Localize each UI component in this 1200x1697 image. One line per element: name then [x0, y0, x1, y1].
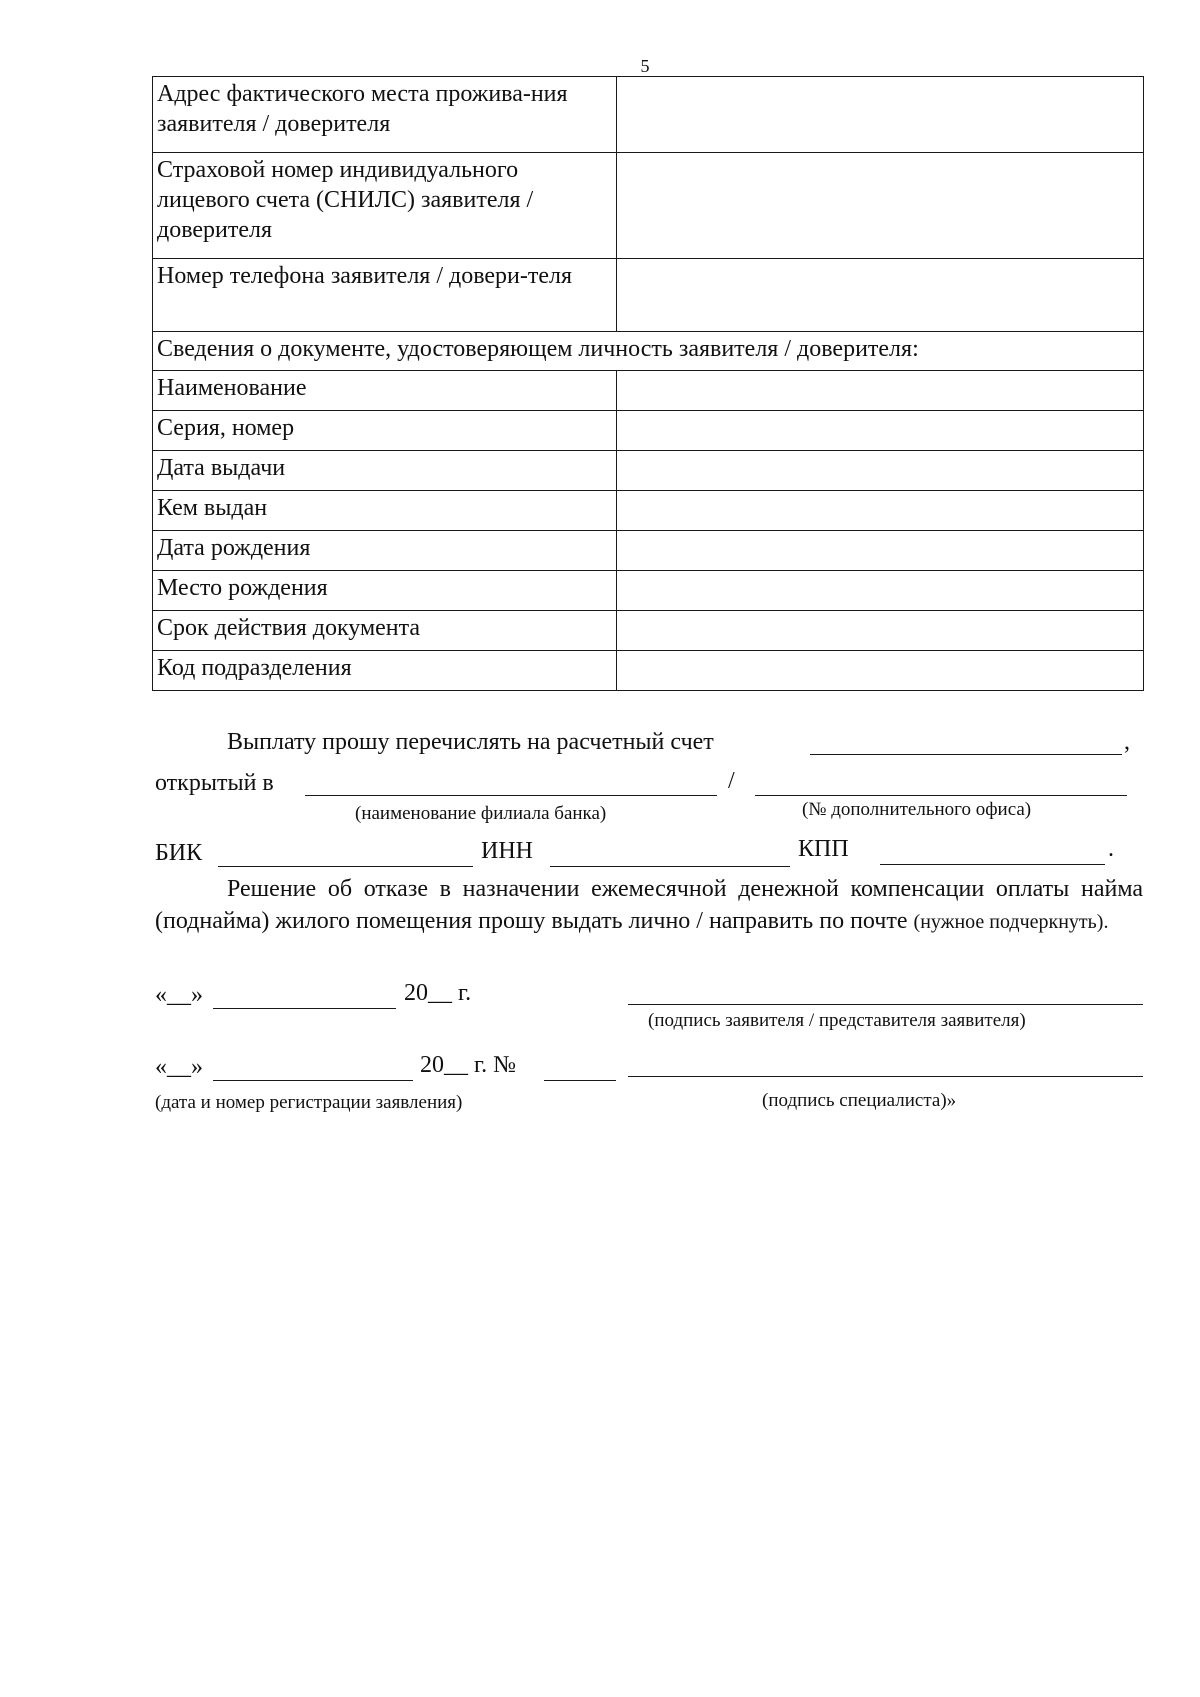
row-value[interactable] [617, 371, 1144, 411]
branch-office-separator: / [728, 768, 735, 794]
row-value[interactable] [617, 77, 1144, 153]
row-value[interactable] [617, 491, 1144, 531]
inn-label: ИНН [481, 838, 533, 864]
registration-number-field[interactable] [544, 1080, 616, 1081]
table-row [153, 651, 1144, 691]
table-row [153, 259, 1144, 332]
kpp-period: . [1108, 836, 1114, 862]
row-value[interactable] [617, 259, 1144, 332]
row-label: Номер телефона заявителя / довери-теля [153, 259, 617, 332]
table-row [153, 411, 1144, 451]
inn-field[interactable] [550, 866, 790, 867]
registration-caption: (дата и номер регистрации заявления) [155, 1092, 463, 1113]
payment-account-label: Выплату прошу перечислять на расчетный счет [227, 729, 714, 755]
section-header: Сведения о документе, удостоверяющем личность заявителя / доверителя: [153, 332, 1144, 371]
applicant-signature-field[interactable] [628, 1004, 1143, 1005]
payment-comma: , [1124, 729, 1130, 755]
registration-year-label: 20__ г. № [420, 1052, 517, 1078]
specialist-signature-caption: (подпись специалиста)» [762, 1090, 957, 1111]
row-label: Дата выдачи [153, 451, 617, 491]
row-label: Страховой номер индивидуального лицевого счета (СНИЛС) заявителя / доверителя [153, 153, 617, 259]
row-label: Наименование [153, 371, 617, 411]
table-row [153, 491, 1144, 531]
row-label: Код подразделения [153, 651, 617, 691]
row-label: Серия, номер [153, 411, 617, 451]
table-row [153, 611, 1144, 651]
table-row [153, 77, 1144, 153]
bik-field[interactable] [218, 866, 473, 867]
table-row [153, 153, 1144, 259]
row-label: Адрес фактического места прожива-ния заявителя / доверителя [153, 77, 617, 153]
applicant-info-table [152, 76, 1144, 691]
bik-label: БИК [155, 840, 203, 866]
kpp-field[interactable] [880, 864, 1105, 865]
bank-branch-caption: (наименование филиала банка) [355, 803, 607, 824]
opened-in-label: открытый в [155, 770, 274, 796]
additional-office-field[interactable] [755, 795, 1127, 796]
row-label: Место рождения [153, 571, 617, 611]
additional-office-caption: (№ дополнительного офиса) [802, 799, 1032, 820]
page-number: 5 [640, 56, 650, 76]
account-number-field[interactable] [810, 754, 1122, 755]
table-row [153, 371, 1144, 411]
row-label: Кем выдан [153, 491, 617, 531]
decision-note: (нужное подчеркнуть). [913, 911, 1109, 933]
row-label: Срок действия документа [153, 611, 617, 651]
decision-text: Решение об отказе в назначении ежемесячной денежной компенсации оплаты найма (поднайма) жилого помещения прошу выдать лично / направить по почте [155, 876, 1143, 934]
table-row [153, 451, 1144, 491]
row-label: Дата рождения [153, 531, 617, 571]
table-row [153, 531, 1144, 571]
row-value[interactable] [617, 651, 1144, 691]
bank-branch-field[interactable] [305, 795, 717, 796]
row-value[interactable] [617, 571, 1144, 611]
row-value[interactable] [617, 411, 1144, 451]
row-value[interactable] [617, 153, 1144, 259]
year-label: 20__ г. [404, 980, 472, 1006]
date-quote: «__» [155, 982, 203, 1008]
date-month-field[interactable] [213, 1008, 396, 1009]
table-row [153, 571, 1144, 611]
row-value[interactable] [617, 451, 1144, 491]
applicant-signature-caption: (подпись заявителя / представителя заявителя) [648, 1010, 1026, 1031]
kpp-label: КПП [798, 836, 849, 862]
specialist-signature-field[interactable] [628, 1076, 1143, 1077]
section-header-row [153, 332, 1144, 371]
registration-month-field[interactable] [213, 1080, 413, 1081]
decision-paragraph [155, 873, 1143, 938]
row-value[interactable] [617, 611, 1144, 651]
row-value[interactable] [617, 531, 1144, 571]
registration-date-quote: «__» [155, 1054, 203, 1080]
